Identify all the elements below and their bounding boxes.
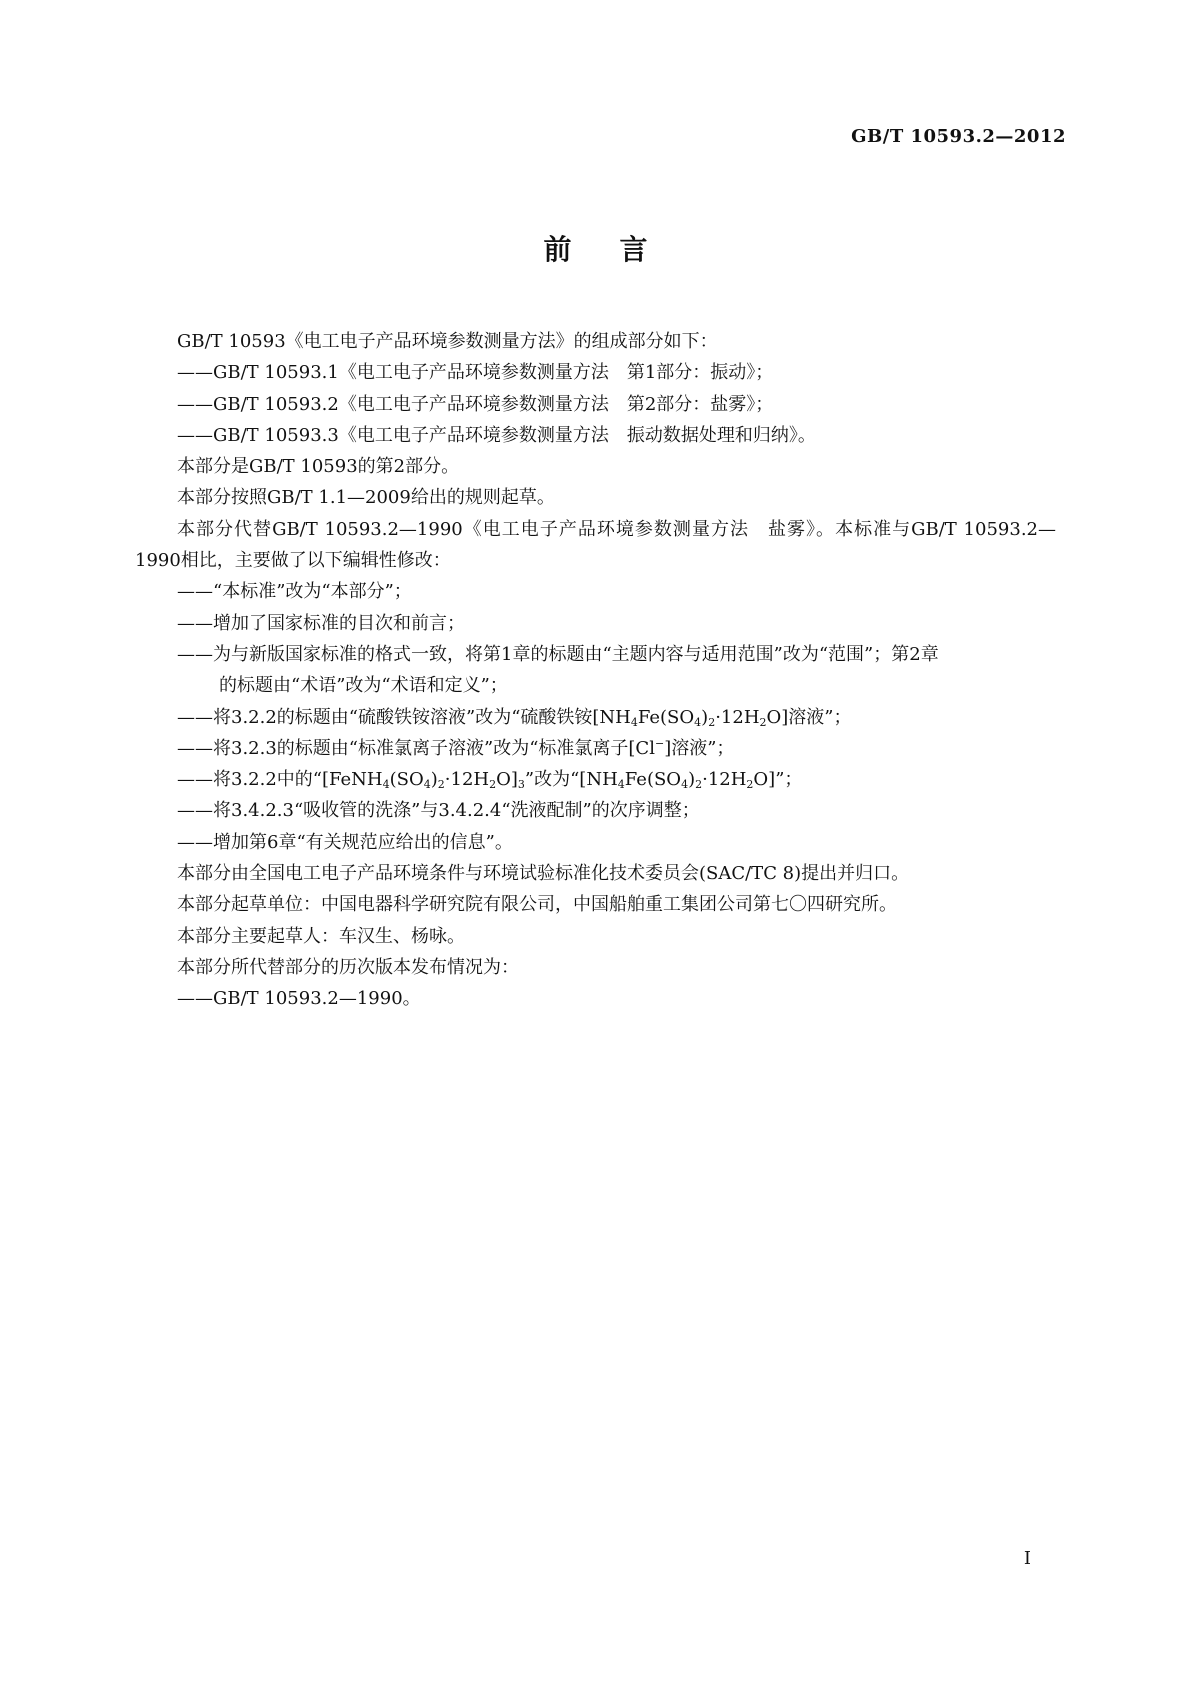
text-run: (SO — [389, 769, 424, 791]
page-number: I — [1023, 1548, 1031, 1569]
paragraph-parts-intro: GB/T 10593《电工电子产品环境参数测量方法》的组成部分如下： — [177, 331, 718, 352]
subscript: 4 — [423, 778, 431, 792]
subscript: 4 — [617, 778, 625, 792]
standard-code: GB/T 10593.2—2012 — [851, 126, 1066, 147]
subscript: 2 — [746, 778, 754, 792]
text-run: ·12H — [702, 769, 747, 791]
list-item-change-3-continued: 的标题由“术语”改为“术语和定义”； — [219, 675, 508, 697]
subscript: 2 — [759, 715, 767, 729]
text-run: ) — [688, 769, 696, 791]
list-item-change-6 — [135, 764, 1056, 795]
subscript: 2 — [489, 778, 497, 792]
text-run: O]”； — [753, 769, 803, 791]
text-run: O]溶液”； — [766, 706, 852, 728]
text-run: ”改为“[NH — [524, 769, 618, 791]
list-item-part-2: ——GB/T 10593.2《电工电子产品环境参数测量方法 第2部分：盐雾》； — [177, 393, 774, 415]
page-title: 前言 — [543, 233, 696, 266]
text-run: Fe(SO — [637, 706, 695, 728]
list-item-change-5 — [135, 733, 1056, 764]
text-run: ]溶液”； — [664, 737, 735, 759]
subscript: 4 — [681, 778, 689, 792]
list-item-history-1: ——GB/T 10593.2—1990。 — [177, 988, 421, 1010]
paragraph-drafting-rules: 本部分按照GB/T 1.1—2009给出的规则起草。 — [177, 487, 555, 509]
paragraph-drafting-units: 本部分起草单位：中国电器科学研究院有限公司，中国船舶重工集团公司第七〇四研究所。 — [177, 894, 897, 916]
paragraph-this-part: 本部分是GB/T 10593的第2部分。 — [177, 456, 460, 478]
list-item-change-2: ——增加了国家标准的目次和前言； — [177, 612, 465, 634]
paragraph-proposed-by: 本部分由全国电工电子产品环境条件与环境试验标准化技术委员会(SAC/TC 8)提出并归口。 — [177, 863, 910, 885]
list-item-change-4 — [135, 702, 1056, 733]
subscript: 2 — [437, 778, 445, 792]
text-run: Fe(SO — [624, 769, 682, 791]
text-run: ) — [701, 706, 709, 728]
subscript: 2 — [708, 715, 716, 729]
list-item-part-1: ——GB/T 10593.1《电工电子产品环境参数测量方法 第1部分：振动》； — [177, 362, 774, 384]
paragraph-history-intro: 本部分所代替部分的历次版本发布情况为： — [177, 956, 519, 978]
list-item-change-8: ——增加第6章“有关规范应给出的信息”。 — [177, 831, 513, 853]
text-run: ——将3.2.3的标题由“标准氯离子溶液”改为“标准氯离子[Cl — [177, 737, 655, 759]
list-item-change-7: ——将3.4.2.3“吸收管的洗涤”与3.4.2.4“洗液配制”的次序调整； — [177, 800, 700, 822]
text-run: ——将3.2.2的标题由“硫酸铁铵溶液”改为“硫酸铁铵[NH — [177, 706, 631, 728]
subscript: 3 — [517, 778, 525, 792]
list-item-change-3: ——为与新版国家标准的格式一致，将第1章的标题由“主题内容与适用范围”改为“范围”；第2章 — [177, 643, 939, 665]
subscript: 4 — [382, 778, 390, 792]
list-item-change-1: ——“本标准”改为“本部分”； — [177, 581, 412, 603]
text-run: ——将3.2.2中的“[FeNH — [177, 769, 383, 791]
preface-body — [135, 326, 1056, 1015]
text-run: O] — [496, 769, 518, 791]
paragraph-replaces: 本部分代替GB/T 10593.2—1990《电工电子产品环境参数测量方法 盐雾》。本标准与GB/T 10593.2—1990相比，主要做了以下编辑性修改： — [135, 518, 1056, 572]
text-run: ·12H — [715, 706, 760, 728]
text-run: ) — [430, 769, 438, 791]
subscript: 4 — [630, 715, 638, 729]
list-item-part-3: ——GB/T 10593.3《电工电子产品环境参数测量方法 振动数据处理和归纳》。 — [177, 424, 816, 446]
text-run: ·12H — [444, 769, 490, 791]
subscript: 2 — [695, 778, 703, 792]
paragraph-drafters: 本部分主要起草人：车汉生、杨咏。 — [177, 925, 465, 947]
superscript: − — [654, 736, 665, 750]
subscript: 4 — [694, 715, 702, 729]
